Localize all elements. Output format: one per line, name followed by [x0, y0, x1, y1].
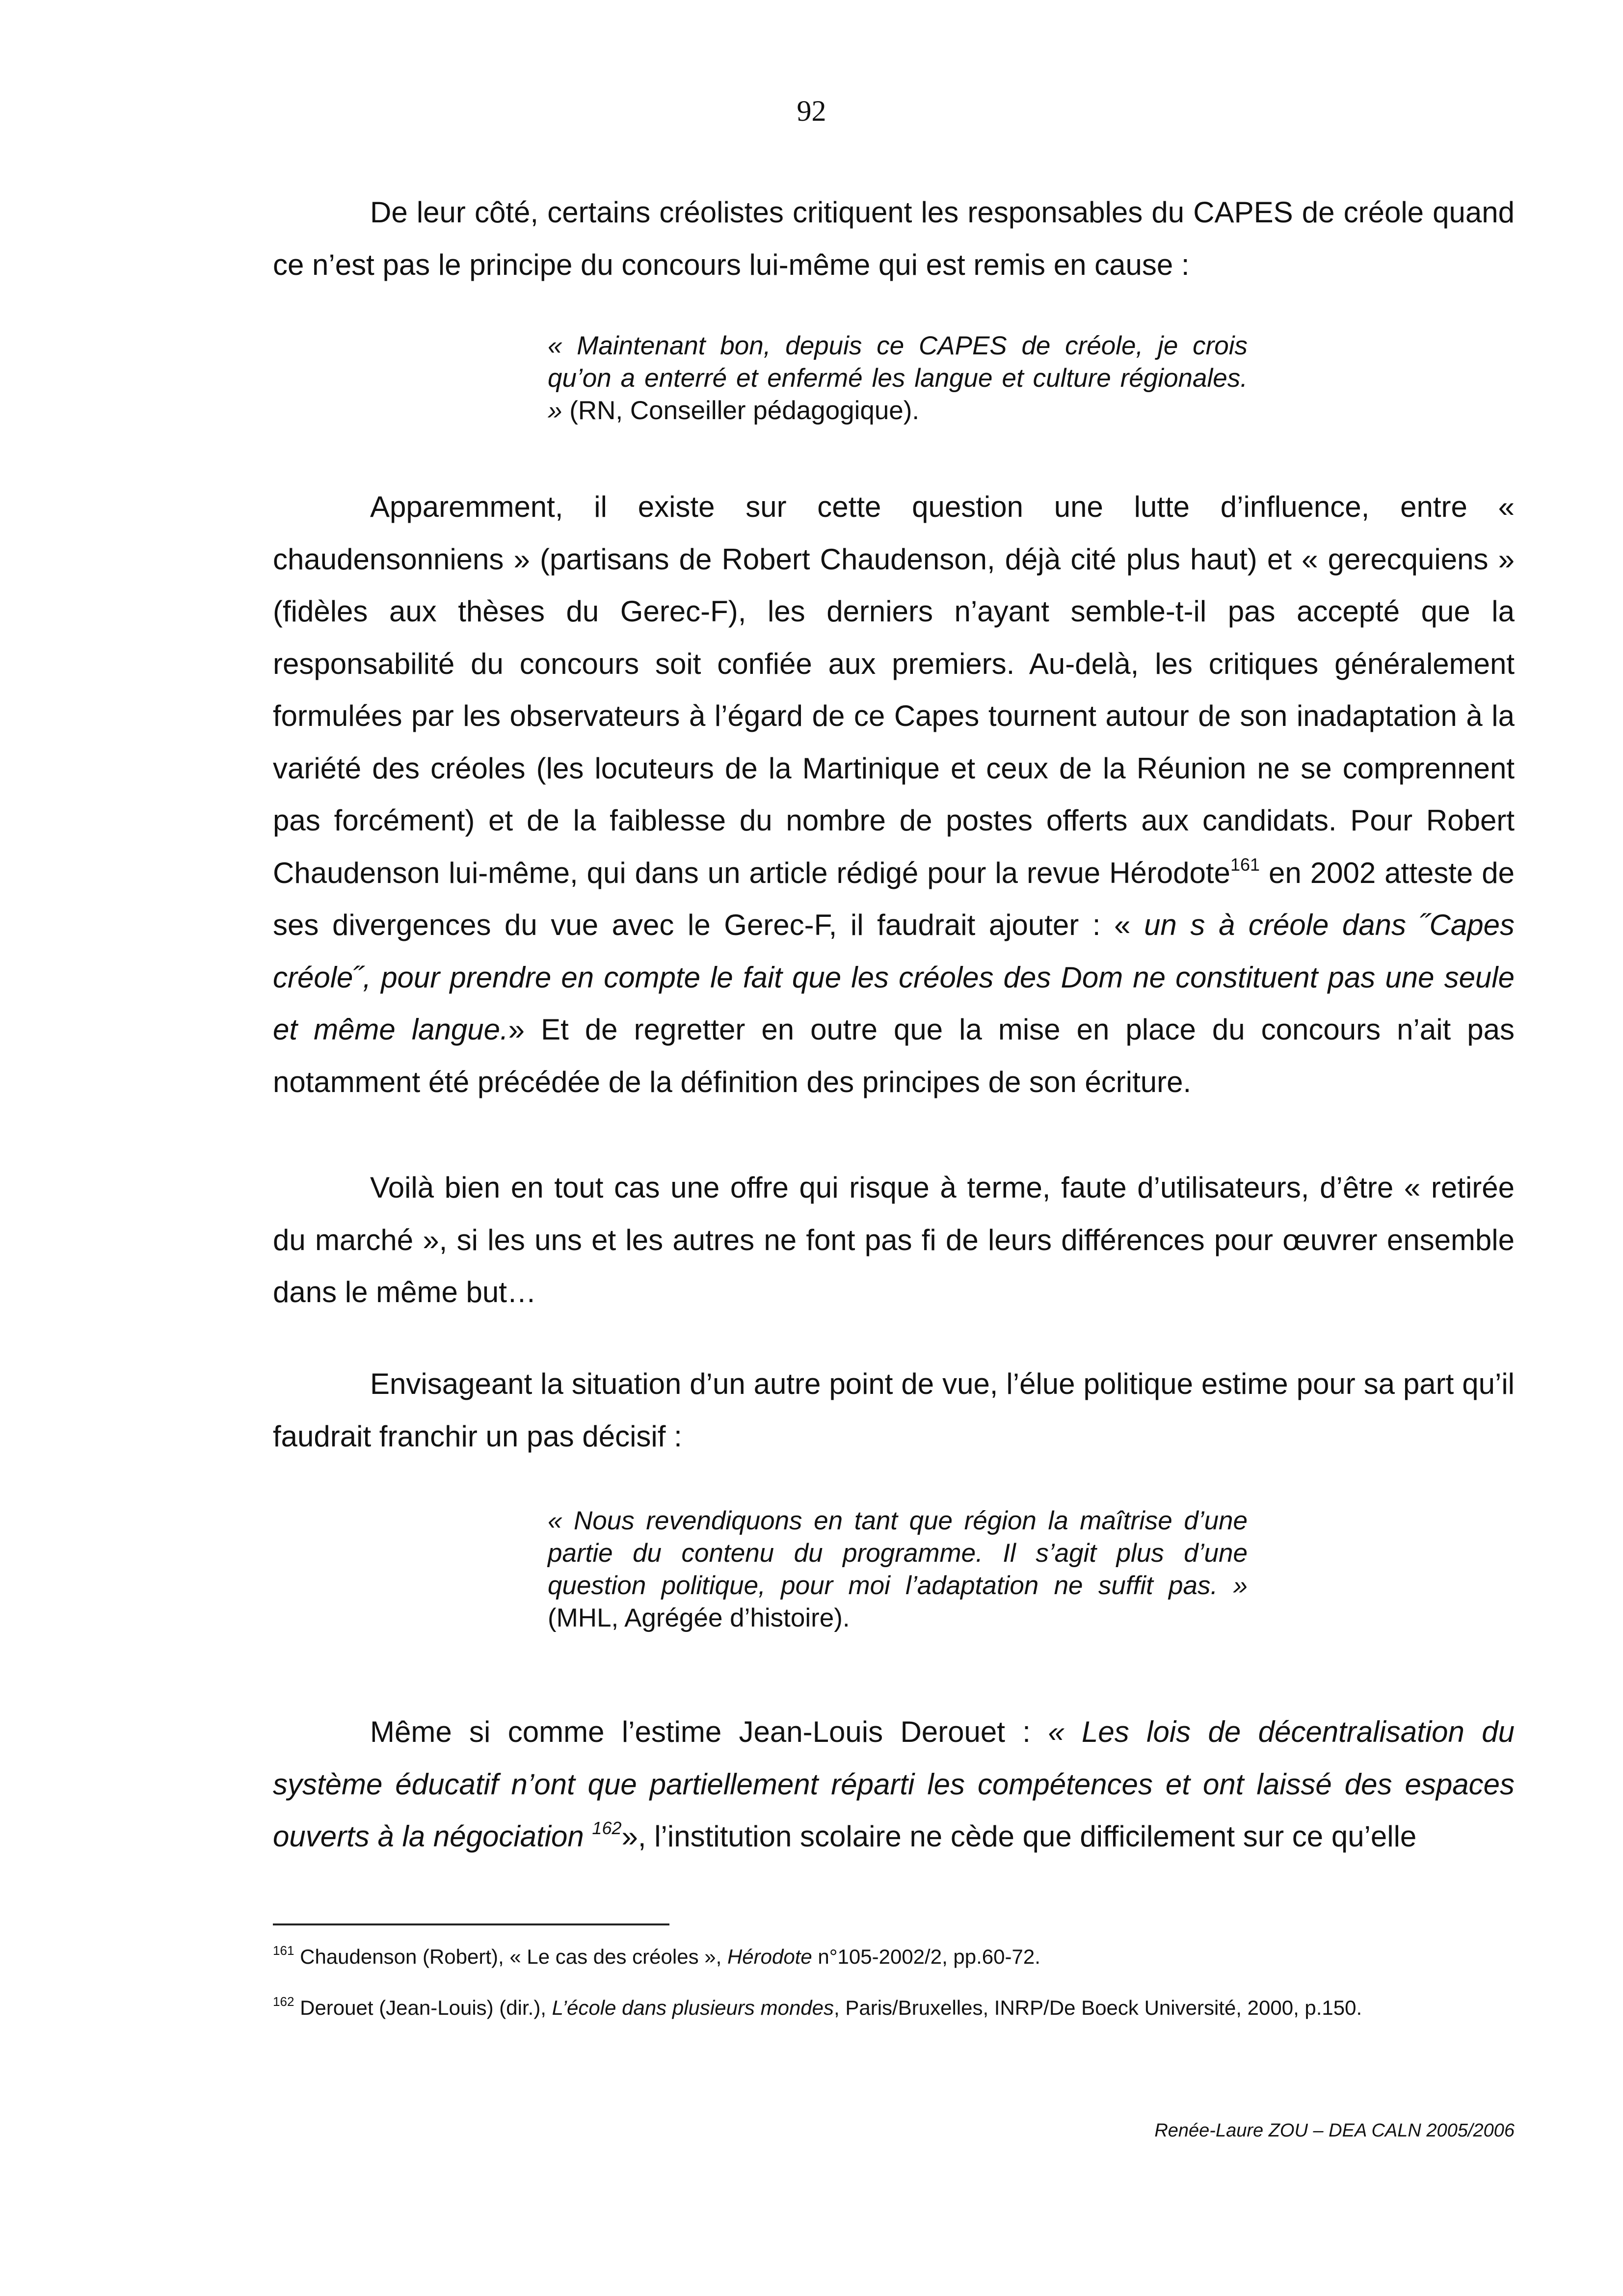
footnote-162-details: , Paris/Bruxelles, INRP/De Boeck Université, 2000, p.150. — [834, 1996, 1362, 2019]
footnote-161-details: n°105-2002/2, pp.60-72. — [812, 1945, 1040, 1968]
footnote-162 — [273, 1996, 1515, 2020]
paragraph-decentralisation — [273, 1706, 1515, 1863]
page-number: 92 — [797, 95, 826, 127]
blockquote-mhl-text: « Nous revendiquons en tant que région la maîtrise d’une partie du contenu du programme. Il s’agit plus d’une question politique, pour moi l’adaptation ne suffit pas. » — [548, 1506, 1248, 1600]
footnote-162-book: L’école dans plusieurs mondes — [552, 1996, 834, 2019]
paragraph-political — [273, 1358, 1515, 1463]
paragraph-influence — [273, 481, 1515, 1108]
footnote-161-text: Chaudenson (Robert), « Le cas des créoles », — [294, 1945, 727, 1968]
paragraph-decentralisation-lead: Même si comme l’estime Jean-Louis Derouet : — [370, 1715, 1048, 1748]
footnote-ref-161[interactable]: 161 — [1230, 854, 1260, 875]
paragraph-intro — [273, 187, 1515, 291]
blockquote-rn-text: « Maintenant bon, depuis ce CAPES de créole, je crois qu’on a enterré et enfermé les langue et culture régionales. » — [548, 331, 1248, 425]
derouet-quote: « Les lois de décentralisation du système éducatif n’ont que partiellement réparti les compétences et ont laissé des espaces ouverts à la négociation — [273, 1715, 1515, 1853]
footnote-161 — [273, 1945, 1515, 1969]
footnote-161-number: 161 — [273, 1943, 294, 1958]
blockquote-rn-source: (RN, Conseiller pédagogique). — [569, 396, 920, 425]
paragraph-market — [273, 1162, 1515, 1319]
footnote-separator — [273, 1923, 669, 1925]
paragraph-decentralisation-trail: », l’institution scolaire ne cède que difficilement sur ce qu’elle — [621, 1820, 1417, 1853]
chaudenson-quote: un s à créole dans ˝Capes créole˝, pour prendre en compte le fait que les créoles des Dom ne constituent pas une seule et même langue. — [273, 908, 1515, 1046]
paragraph-influence-continuation: en 2002 atteste de ses divergences du vue avec le Gerec-F, il faudrait ajouter : « — [273, 856, 1515, 941]
footnote-162-text: Derouet (Jean-Louis) (dir.), — [294, 1996, 552, 2019]
paragraph-intro-text: De leur côté, certains créolistes critiquent les responsables du CAPES de créole quand ce n’est pas le principe du concours lui-même qui est remis en cause : — [273, 196, 1515, 281]
footnote-162-number: 162 — [273, 1994, 294, 2009]
footnote-ref-162[interactable]: 162 — [592, 1817, 622, 1838]
paragraph-market-text: Voilà bien en tout cas une offre qui risque à terme, faute d’utilisateurs, d’être « retirée du marché », si les uns et les autres ne font pas fi de leurs différences pour œuvrer ensemble dans le même but… — [273, 1171, 1515, 1308]
paragraph-influence-ending: » Et de regretter en outre que la mise en place du concours n’ait pas notamment été précédée de la définition des principes de son écriture. — [273, 1013, 1515, 1098]
blockquote-mhl-source: (MHL, Agrégée d’histoire). — [548, 1603, 850, 1632]
blockquote-mhl — [548, 1505, 1248, 1634]
blockquote-rn — [548, 330, 1248, 427]
paragraph-political-text: Envisageant la situation d’un autre point de vue, l’élue politique estime pour sa part qu’il faudrait franchir un pas décisif : — [273, 1367, 1515, 1453]
footnote-161-journal: Hérodote — [727, 1945, 812, 1968]
page-footer: Renée-Laure ZOU – DEA CALN 2005/2006 — [1154, 2120, 1515, 2141]
paragraph-influence-text: Apparemment, il existe sur cette question une lutte d’influence, entre « chaudensonniens » (partisans de Robert Chaudenson, déjà cité plus haut) et « gerecquiens » (fidèles aux thèses du Gerec-F), les derniers n’ayant semble-t-il pas accepté que la responsabilité du concours soit confiée aux premiers. Au-delà, les critiques généralement formulées par les observateurs à l’égard de ce Capes tournent autour de son inadaptation à la variété des créoles (les locuteurs de la Martinique et ceux de la Réunion ne se comprennent pas forcément) et de la faiblesse du nombre de postes offerts aux candidats. Pour Robert Chaudenson lui-même, qui dans un article rédigé pour la revue Hérodote — [273, 490, 1515, 889]
